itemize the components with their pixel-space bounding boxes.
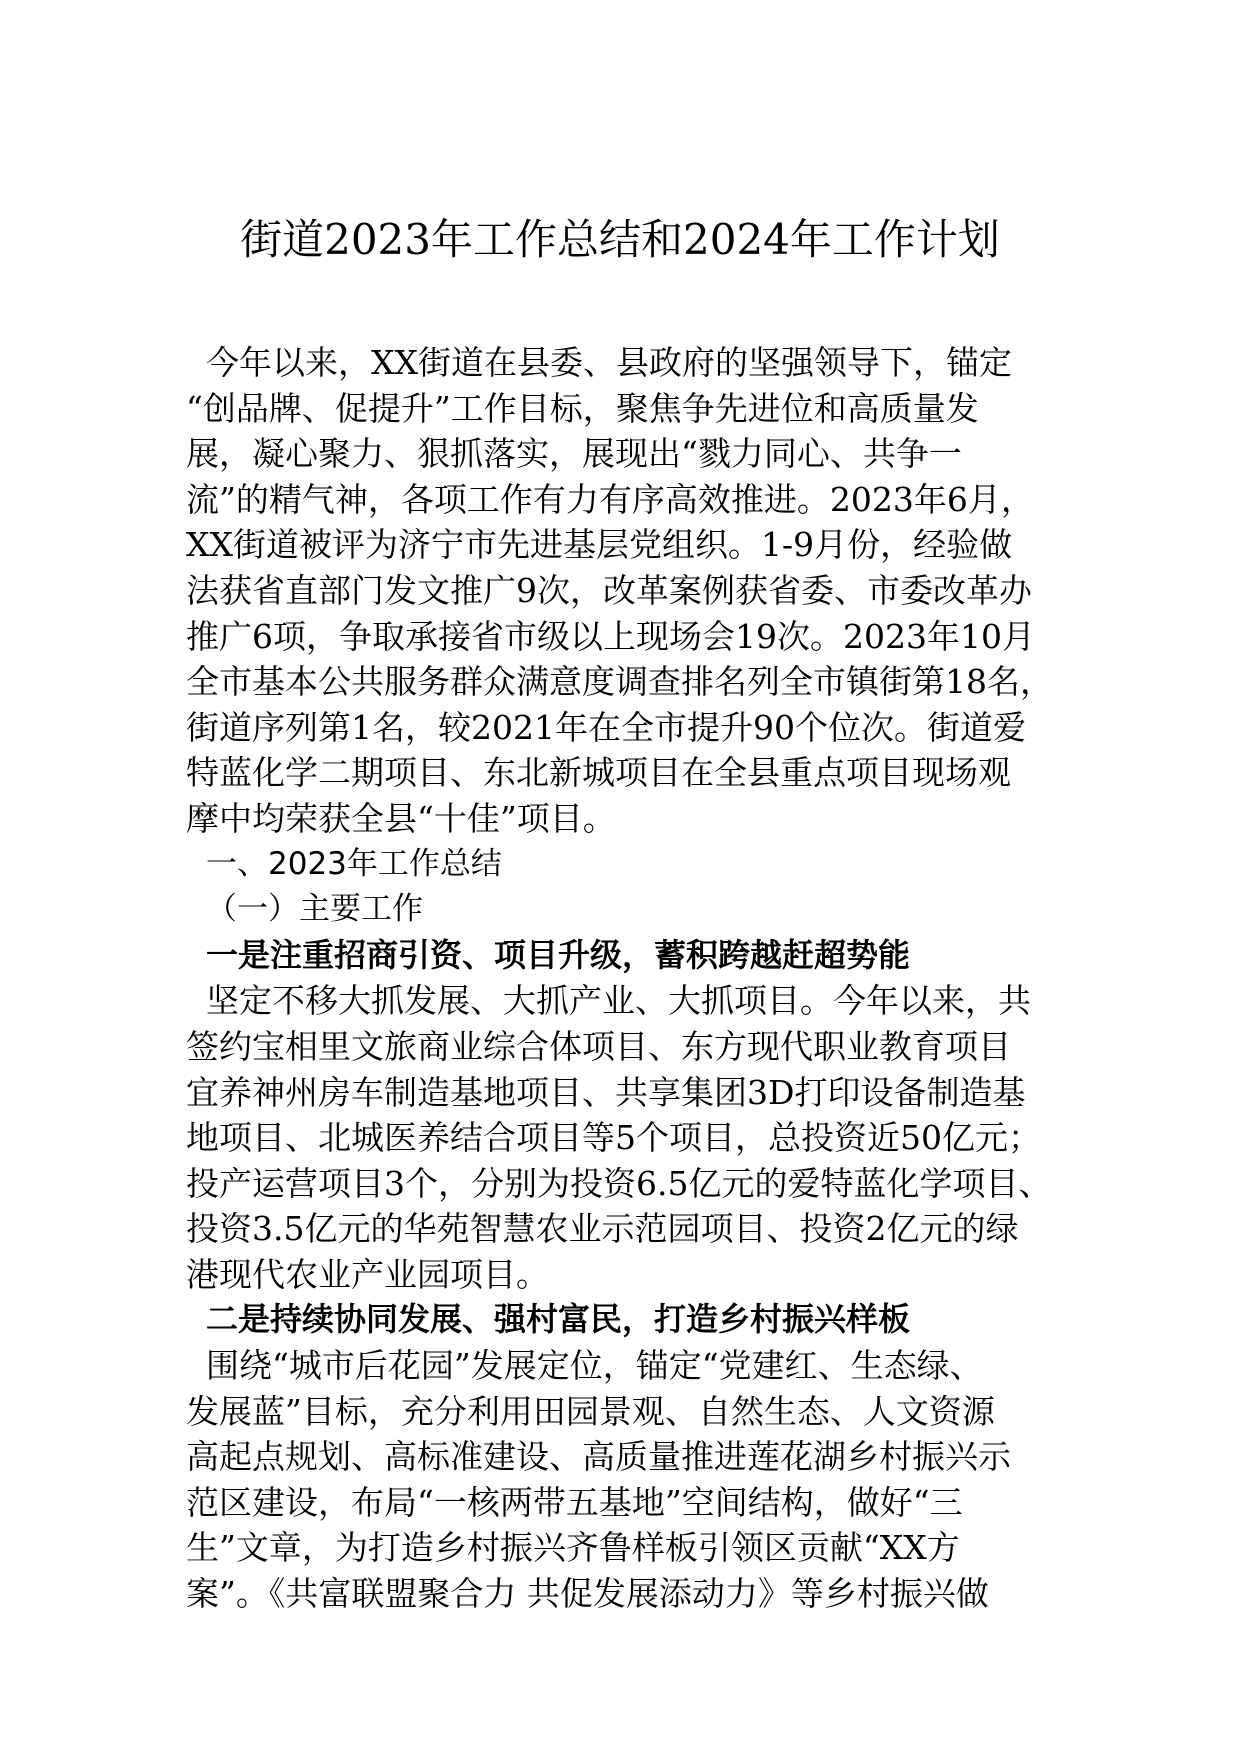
point1-line-7: 港现代农业产业园项目。 (186, 1254, 549, 1294)
point1-line-1: 坚定不移大抓发展、大抓产业、大抓项目。今年以来，共 (206, 981, 1031, 1021)
point2-line-4: 范区建设，布局“一核两带五基地”空间结构，做好“三 (186, 1482, 963, 1522)
point1-heading: 一是注重招商引资、项目升级，蓄积跨越赶超势能 (206, 935, 911, 974)
point2-heading: 二是持续协同发展、强村富民，打造乡村振兴样板 (206, 1300, 911, 1339)
intro-line-11: 摩中均荣获全县“十佳”项目。 (186, 798, 616, 838)
intro-line-3: 展，凝心聚力、狠抓落实，展现出“戮力同心、共争一 (186, 434, 962, 474)
document-title: 街道2023年工作总结和2024年工作计划 (240, 215, 1000, 264)
point1-line-6: 投资3.5亿元的华苑智慧农业示范园项目、投资2亿元的绿 (186, 1209, 1019, 1249)
intro-line-2: “创品牌、促提升”工作目标，聚焦争先进位和高质量发 (186, 388, 979, 428)
point1-line-2: 签约宝相里文旅商业综合体项目、东方现代职业教育项目 (186, 1026, 1011, 1066)
intro-line-4: 流”的精气神，各项工作有力有序高效推进。2023年6月， (186, 479, 1034, 519)
intro-line-8: 全市基本公共服务群众满意度调查排名列全市镇街第18名， (186, 662, 1053, 702)
point1-line-3: 宜养神州房车制造基地项目、共享集团3D打印设备制造基 (186, 1072, 1026, 1112)
point1-line-5: 投产运营项目3个，分别为投资6.5亿元的爱特蓝化学项目、 (186, 1163, 1052, 1203)
intro-line-10: 特蓝化学二期项目、东北新城项目在全县重点项目现场观 (186, 753, 1011, 793)
intro-line-7: 推广6项，争取承接省市级以上现场会19次。2023年10月 (186, 616, 1035, 656)
point2-line-3: 高起点规划、高标准建设、高质量推进莲花湖乡村振兴示 (186, 1437, 1011, 1477)
subsection-heading: （一）主要工作 (206, 891, 423, 928)
intro-line-1: 今年以来，XX街道在县委、县政府的坚强领导下，锚定 (206, 343, 1012, 382)
intro-line-5: XX街道被评为济宁市先进基层党组织。1-9月份，经验做 (186, 525, 1013, 565)
point1-line-4: 地项目、北城医养结合项目等5个项目，总投资近50亿元； (186, 1118, 1041, 1158)
point2-line-1: 围绕“城市后花园”发展定位，锚定“党建红、生态绿、 (206, 1346, 983, 1386)
intro-line-9: 街道序列第1名，较2021年在全市提升90个位次。街道爱 (186, 707, 1026, 747)
document-body (186, 340, 1106, 1617)
point2-line-6: 案”。《共富联盟聚合力 共促发展添动力》等乡村振兴做 (186, 1574, 989, 1614)
intro-line-6: 法获省直部门发文推广9次，改革案例获省委、市委改革办 (186, 570, 1032, 610)
point2-line-2: 发展蓝”目标，充分利用田园景观、自然生态、人文资源 (186, 1391, 995, 1431)
section-heading: 一、2023年工作总结 (206, 845, 502, 882)
point2-line-5: 生”文章，为打造乡村振兴齐鲁样板引领区贡献“XX方 (186, 1528, 960, 1568)
